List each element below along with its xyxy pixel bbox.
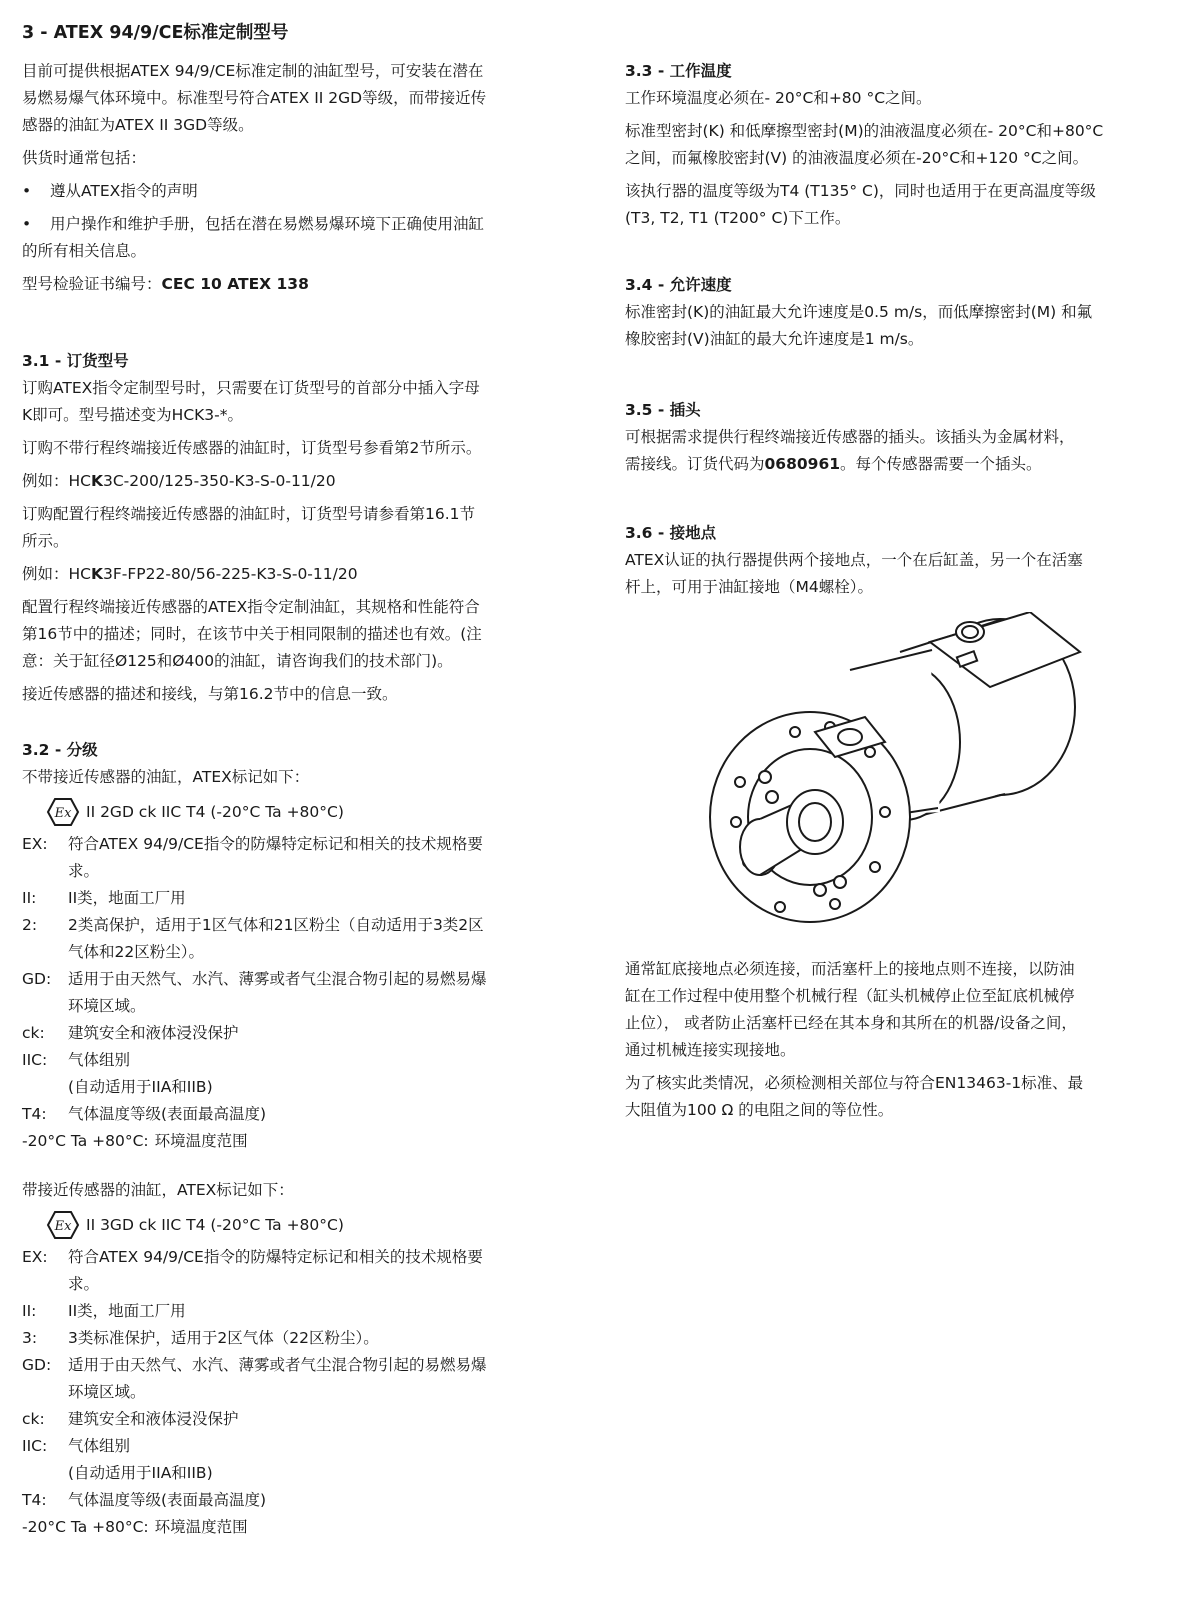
definition-item: [22, 1325, 582, 1352]
text-line: 配置行程终端接近传感器的ATEX指令定制油缸，其规格和性能符合: [22, 598, 480, 616]
grounding-notes: [625, 956, 1185, 1124]
text-line: 为了核实此类情况，必须检测相关部位与符合EN13463-1标准、最: [625, 1074, 1084, 1092]
definition-value-continued: (自动适用于IIA和IIB): [68, 1464, 213, 1482]
intro-line: 易燃易爆气体环境中。标准型号符合ATEX II 2GD等级，而带接近传: [22, 89, 487, 107]
text-line: ATEX认证的执行器提供两个接地点，一个在后缸盖，另一个在活塞: [625, 551, 1083, 569]
definition-item: [22, 1047, 582, 1074]
definition-item: [22, 1298, 582, 1325]
text-line: K即可。型号描述变为HCK3-*。: [22, 406, 244, 424]
text-line: 大阻值为100 Ω 的电阻之间的等位性。: [625, 1101, 894, 1119]
definition-list: [22, 1244, 582, 1541]
text-line: 不带接近传感器的油缸，ATEX标记如下：: [22, 768, 310, 786]
definition-value-continued: (自动适用于IIA和IIB): [68, 1078, 213, 1096]
text-line: 接近传感器的描述和接线，与第16.2节中的信息一致。: [22, 685, 398, 703]
text-line: 带接近传感器的油缸，ATEX标记如下：: [22, 1181, 294, 1199]
list-item: [22, 178, 582, 205]
definition-value: 气体组别: [68, 1051, 131, 1069]
text-line: 所示。: [22, 532, 69, 550]
intro-section: [22, 58, 582, 298]
text-line: 标准型密封(K) 和低摩擦型密封(M)的油液温度必须在- 20°C和+80°C: [625, 122, 1104, 140]
text-line: (T3, T2, T1 (T200° C)下工作。: [625, 209, 851, 227]
definition-item: [22, 1406, 582, 1433]
definition-key: EX:: [22, 835, 48, 853]
list-item-text: 遵从ATEX指令的声明: [50, 182, 198, 200]
definition-key: ck:: [22, 1024, 45, 1042]
text-line: 标准密封(K)的油缸最大允许速度是0.5 m/s，而低摩擦密封(M) 和氟: [625, 303, 1093, 321]
definition-key: II:: [22, 1302, 37, 1320]
section-3-2: [22, 737, 582, 1541]
text-line: 止位）， 或者防止活塞杆已经在其本身和其所在的机器/设备之间，: [625, 1014, 1077, 1032]
definition-key: T4:: [22, 1105, 47, 1123]
definition-item: [22, 1244, 582, 1271]
definition-value-continued: 求。: [68, 862, 100, 880]
definition-key: 2:: [22, 916, 38, 934]
order-code: 0680961: [764, 455, 841, 473]
section-heading: 3.6 - 接地点: [625, 524, 717, 542]
definition-item: [22, 1433, 582, 1460]
definition-value: 建筑安全和液体浸没保护: [68, 1024, 239, 1042]
hydraulic-cylinder-illustration: [700, 612, 1100, 932]
atex-mark-text: II 2GD ck IIC T4 (-20°C Ta +80°C): [86, 802, 344, 821]
bullet-icon: •: [22, 215, 32, 233]
definition-item: [22, 1128, 582, 1155]
definition-value: 符合ATEX 94/9/CE指令的防爆特定标记和相关的技术规格要: [68, 835, 483, 853]
definition-value: 气体温度等级(表面最高温度): [68, 1105, 267, 1123]
svg-text:Ex: Ex: [54, 806, 72, 821]
definition-item: [22, 912, 582, 939]
text-line: 第16节中的描述；同时，在该节中关于相同限制的描述也有效。(注: [22, 625, 482, 643]
text-line: 工作环境温度必须在- 20°C和+80 °C之间。: [625, 89, 932, 107]
definition-value: II类，地面工厂用: [68, 1302, 186, 1320]
section-3-6: [625, 520, 1185, 601]
definition-value: II类，地面工厂用: [68, 889, 186, 907]
cert-number: CEC 10 ATEX 138: [161, 275, 309, 293]
text-line: 橡胶密封(V)油缸的最大允许速度是1 m/s。: [625, 330, 924, 348]
text-line: 杆上，可用于油缸接地（M4螺栓）。: [625, 578, 873, 596]
definition-list: [22, 831, 582, 1155]
example-code: 3F-FP22-80/56-225-K3-S-0-11/20: [103, 565, 358, 583]
list-item-text: 用户操作和维护手册，包括在潜在易燃易爆环境下正确使用油缸: [50, 215, 485, 233]
intro-line: 感器的油缸为ATEX II 3GD等级。: [22, 116, 254, 134]
cert-line: [22, 271, 582, 298]
definition-item: [22, 885, 582, 912]
example-prefix: 例如：HC: [22, 472, 91, 490]
cert-label: 型号检验证书编号：: [22, 275, 162, 293]
section-3-3: [625, 58, 1185, 232]
definition-value: 适用于由天然气、水汽、薄雾或者气尘混合物引起的易燃易爆: [68, 1356, 487, 1374]
bullet-icon: •: [22, 182, 32, 200]
list-item: [22, 211, 582, 238]
definition-value: 符合ATEX 94/9/CE指令的防爆特定标记和相关的技术规格要: [68, 1248, 483, 1266]
definition-value: 建筑安全和液体浸没保护: [68, 1410, 239, 1428]
intro-line: 目前可提供根据ATEX 94/9/CE标准定制的油缸型号，可安装在潜在: [22, 62, 484, 80]
definition-value-continued: 环境区域。: [68, 1383, 146, 1401]
definition-item: [22, 966, 582, 993]
definition-value-continued: 气体和22区粉尘）。: [68, 943, 204, 961]
section-3-1: [22, 348, 582, 708]
example-k: K: [90, 472, 103, 490]
atex-mark-1: [46, 797, 582, 827]
text-line: 可根据需求提供行程终端接近传感器的插头。该插头为金属材料，: [625, 428, 1075, 446]
definition-key: -20°C Ta +80°C:: [22, 1132, 149, 1150]
definition-value-continued: 环境区域。: [68, 997, 146, 1015]
section-heading: 3.3 - 工作温度: [625, 62, 732, 80]
section-heading: 3.4 - 允许速度: [625, 276, 732, 294]
text-line: 该执行器的温度等级为T4 (T135° C)，同时也适用于在更高温度等级: [625, 182, 1096, 200]
section-heading: 3.2 - 分级: [22, 741, 98, 759]
section-3-5: [625, 397, 1185, 478]
ex-hexagon-icon: [46, 1210, 80, 1240]
definition-item: [22, 1487, 582, 1514]
definition-key: GD:: [22, 1356, 52, 1374]
example-k: K: [90, 565, 103, 583]
definition-key: II:: [22, 889, 37, 907]
ex-hexagon-icon: [46, 797, 80, 827]
definition-value: 气体温度等级(表面最高温度): [68, 1491, 267, 1509]
definition-key: ck:: [22, 1410, 45, 1428]
atex-mark-2: [46, 1210, 582, 1240]
definition-key: T4:: [22, 1491, 47, 1509]
section-heading: 3.1 - 订货型号: [22, 352, 129, 370]
definition-key: -20°C Ta +80°C:: [22, 1518, 149, 1536]
example-code: 3C-200/125-350-K3-S-0-11/20: [103, 472, 336, 490]
definition-item: [22, 831, 582, 858]
atex-mark-text: II 3GD ck IIC T4 (-20°C Ta +80°C): [86, 1215, 344, 1234]
definition-item: [22, 1101, 582, 1128]
example-line: [22, 561, 582, 588]
section-3-4: [625, 272, 1185, 353]
definition-key: EX:: [22, 1248, 48, 1266]
text-line: 通过机械连接实现接地。: [625, 1041, 796, 1059]
definition-value: 环境温度范围: [154, 1132, 248, 1150]
text-line: 缸在工作过程中使用整个机械行程（缸头机械停止位至缸底机械停: [625, 987, 1075, 1005]
example-prefix: 例如：HC: [22, 565, 91, 583]
definition-value: 适用于由天然气、水汽、薄雾或者气尘混合物引起的易燃易爆: [68, 970, 487, 988]
definition-item: [22, 1020, 582, 1047]
definition-key: IIC:: [22, 1051, 48, 1069]
definition-item: [22, 1514, 582, 1541]
text-line: 通常缸底接地点必须连接，而活塞杆上的接地点则不连接，以防油: [625, 960, 1075, 978]
list-item-text: 的所有相关信息。: [22, 242, 147, 260]
definition-value: 2类高保护，适用于1区气体和21区粉尘（自动适用于3类2区: [68, 916, 484, 934]
definition-value-continued: 求。: [68, 1275, 100, 1293]
text-line: 订购不带行程终端接近传感器的油缸时，订货型号参看第2节所示。: [22, 439, 482, 457]
text-line: 之间，而氟橡胶密封(V) 的油液温度必须在-20°C和+120 °C之间。: [625, 149, 1089, 167]
text-line: 订购ATEX指令定制型号时，只需要在订货型号的首部分中插入字母: [22, 379, 480, 397]
definition-key: IIC:: [22, 1437, 48, 1455]
definition-value: 3类标准保护，适用于2区气体（22区粉尘）。: [68, 1329, 379, 1347]
text-line: [625, 451, 1185, 478]
definition-value: 环境温度范围: [154, 1518, 248, 1536]
definition-key: 3:: [22, 1329, 38, 1347]
definition-value: 气体组别: [68, 1437, 131, 1455]
text-fragment: 。每个传感器需要一个插头。: [840, 455, 1042, 473]
example-line: [22, 468, 582, 495]
svg-text:Ex: Ex: [54, 1219, 72, 1234]
text-line: 订购配置行程终端接近传感器的油缸时，订货型号请参看第16.1节: [22, 505, 476, 523]
text-fragment: 需接线。订货代码为: [625, 455, 765, 473]
section-heading: 3.5 - 插头: [625, 401, 701, 419]
text-line: 意：关于缸径Ø125和Ø400的油缸，请咨询我们的技术部门)。: [22, 652, 453, 670]
supply-label: 供货时通常包括：: [22, 149, 147, 167]
definition-key: GD:: [22, 970, 52, 988]
definition-item: [22, 1352, 582, 1379]
page-title: 3 - ATEX 94/9/CE标准定制型号: [22, 23, 289, 43]
